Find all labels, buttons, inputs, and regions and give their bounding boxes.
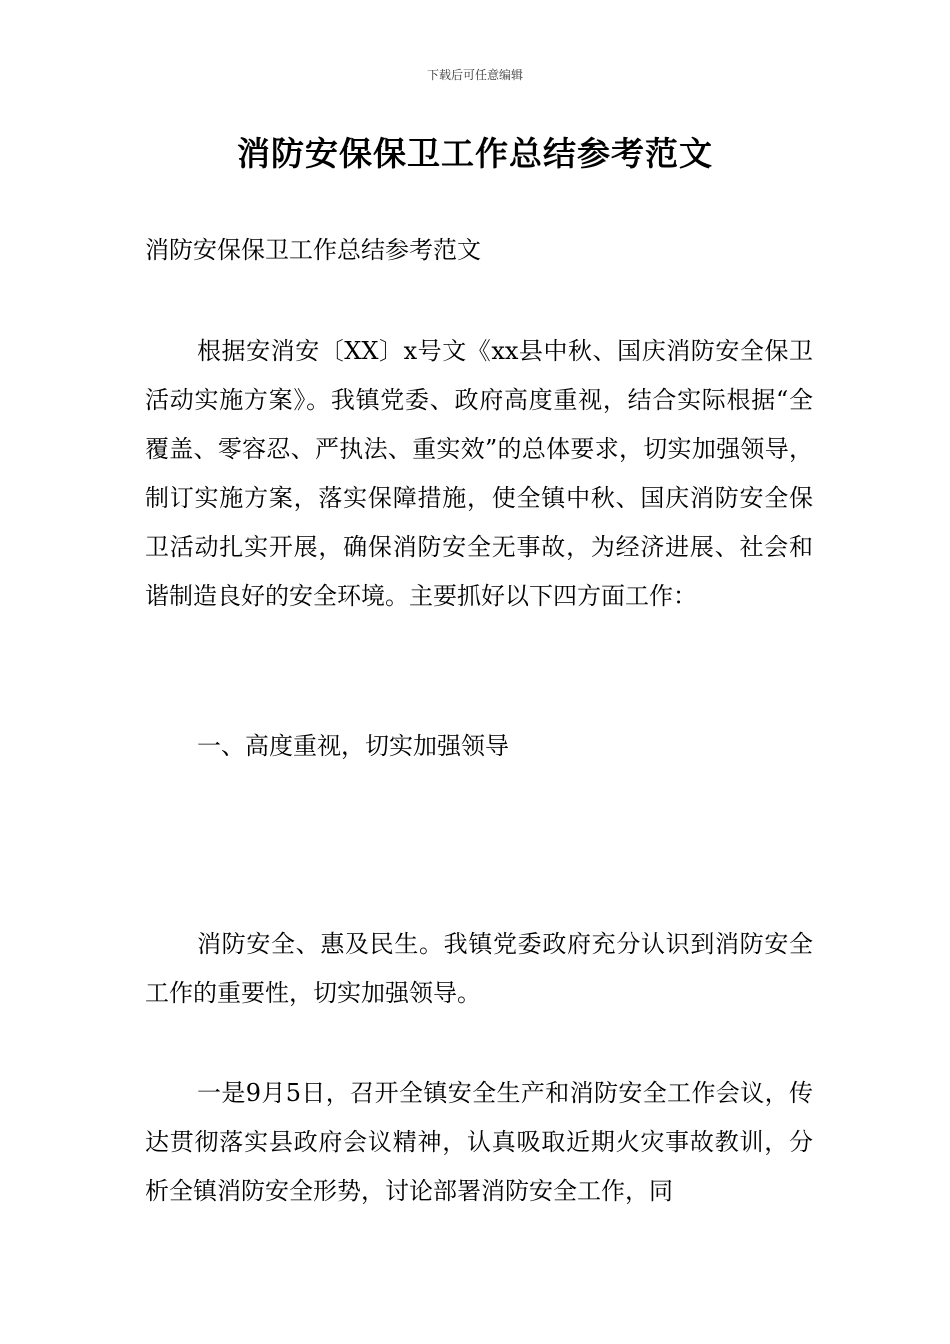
document-title: 消防安保保卫工作总结参考范文 (237, 134, 713, 173)
page-header-note: 下载后可任意编辑 (426, 68, 523, 82)
document-subtitle: 消防安保保卫工作总结参考范文 (145, 236, 481, 264)
paragraph-intro: 根据安消安〔XX〕x号文《xx县中秋、国庆消防安全保卫活动实施方案》。我镇党委、政府高度重视，结合实际根据“全覆盖、零容忍、严执法、重实效”的总体要求，切实加强领导，制订实施方案，落实保障措施，使全镇中秋、国庆消防安全保卫活动扎实开展，确保消防安全无事故，为经济进展、社会和谐制造良好的安全环境。主要抓好以下四方面工作： (145, 337, 813, 610)
paragraph-body-2: 一是9月5日，召开全镇安全生产和消防安全工作会议，传达贯彻落实县政府会议精神，认真吸取近期火灾事故教训，分析全镇消防安全形势，讨论部署消防安全工作，同 (145, 1079, 813, 1205)
paragraph-body-1: 消防安全、惠及民生。我镇党委政府充分认识到消防安全工作的重要性，切实加强领导。 (145, 930, 813, 1007)
section-heading-1: 一、高度重视，切实加强领导 (197, 732, 509, 760)
